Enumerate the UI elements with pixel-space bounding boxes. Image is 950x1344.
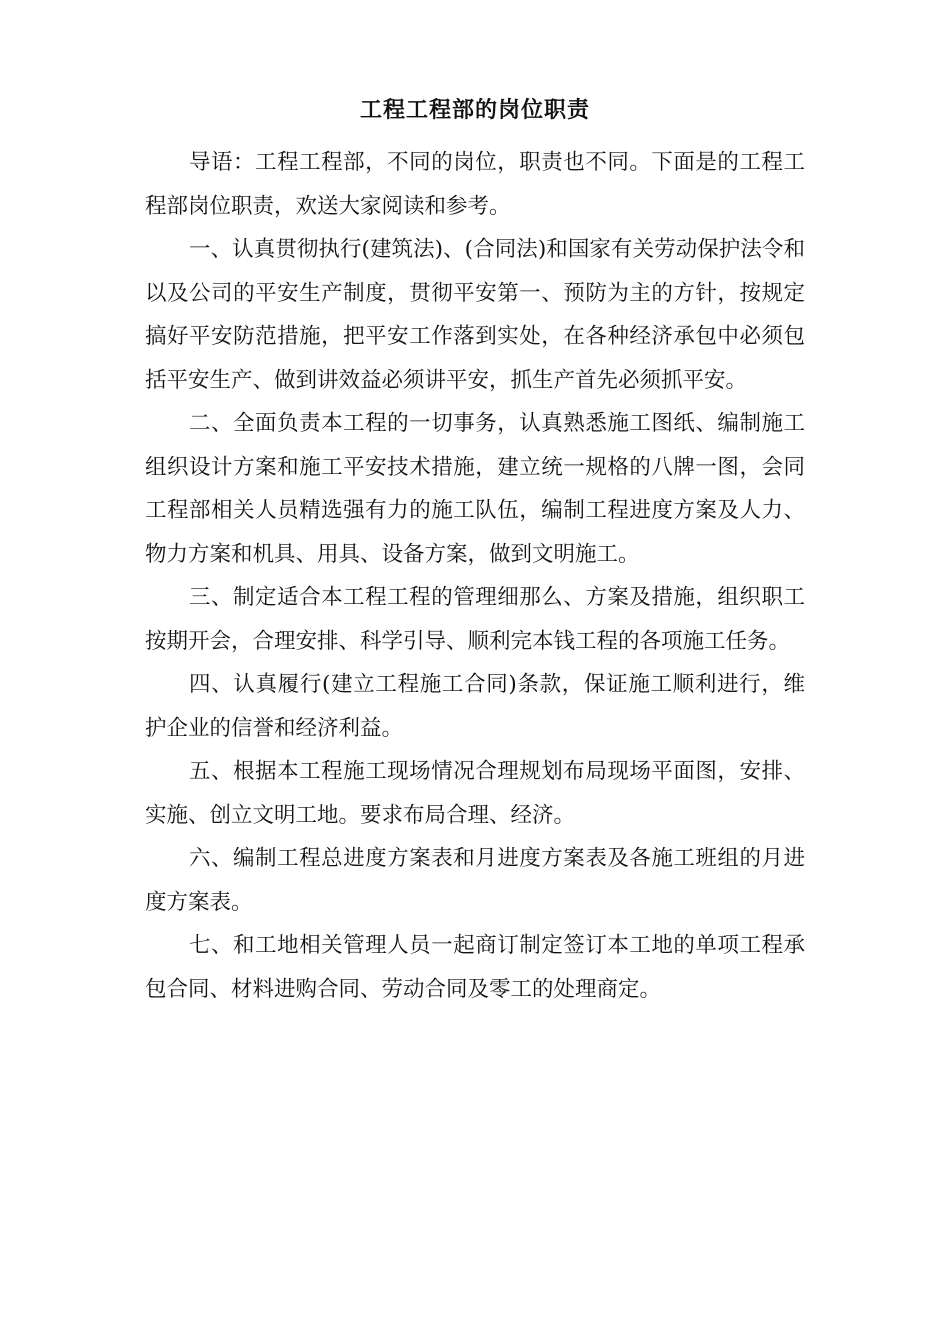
- paragraph-item-7: 七、和工地相关管理人员一起商订制定签订本工地的单项工程承包合同、材料进购合同、劳动合同及零工的处理商定。: [145, 933, 805, 1002]
- document-body: [145, 141, 805, 1011]
- paragraph-item-3: 三、制定适合本工程工程的管理细那么、方案及措施，组织职工按期开会，合理安排、科学引导、顺利完本钱工程的各项施工任务。: [145, 585, 805, 654]
- paragraph-item-5: 五、根据本工程施工现场情况合理规划布局现场平面图，安排、实施、创立文明工地。要求布局合理、经济。: [145, 759, 805, 828]
- paragraph-item-6: 六、编制工程总进度方案表和月进度方案表及各施工班组的月进度方案表。: [145, 846, 805, 915]
- paragraph-item-2: 二、全面负责本工程的一切事务，认真熟悉施工图纸、编制施工组织设计方案和施工平安技术措施，建立统一规格的八牌一图，会同工程部相关人员精选强有力的施工队伍，编制工程进度方案及人力、物力方案和机具、用具、设备方案，做到文明施工。: [145, 411, 805, 567]
- paragraph-item-1: 一、认真贯彻执行(建筑法)、(合同法)和国家有关劳动保护法令和以及公司的平安生产制度，贯彻平安第一、预防为主的方针，按规定搞好平安防范措施，把平安工作落到实处，在各种经济承包中必须包括平安生产、做到讲效益必须讲平安，抓生产首先必须抓平安。: [145, 237, 805, 393]
- paragraph-intro: 导语：工程工程部，不同的岗位，职责也不同。下面是的工程工程部岗位职责，欢送大家阅读和参考。: [145, 150, 805, 219]
- document-title: 工程工程部的岗位职责: [359, 97, 590, 123]
- paragraph-item-4: 四、认真履行(建立工程施工合同)条款，保证施工顺利进行，维护企业的信誉和经济利益。: [145, 672, 805, 741]
